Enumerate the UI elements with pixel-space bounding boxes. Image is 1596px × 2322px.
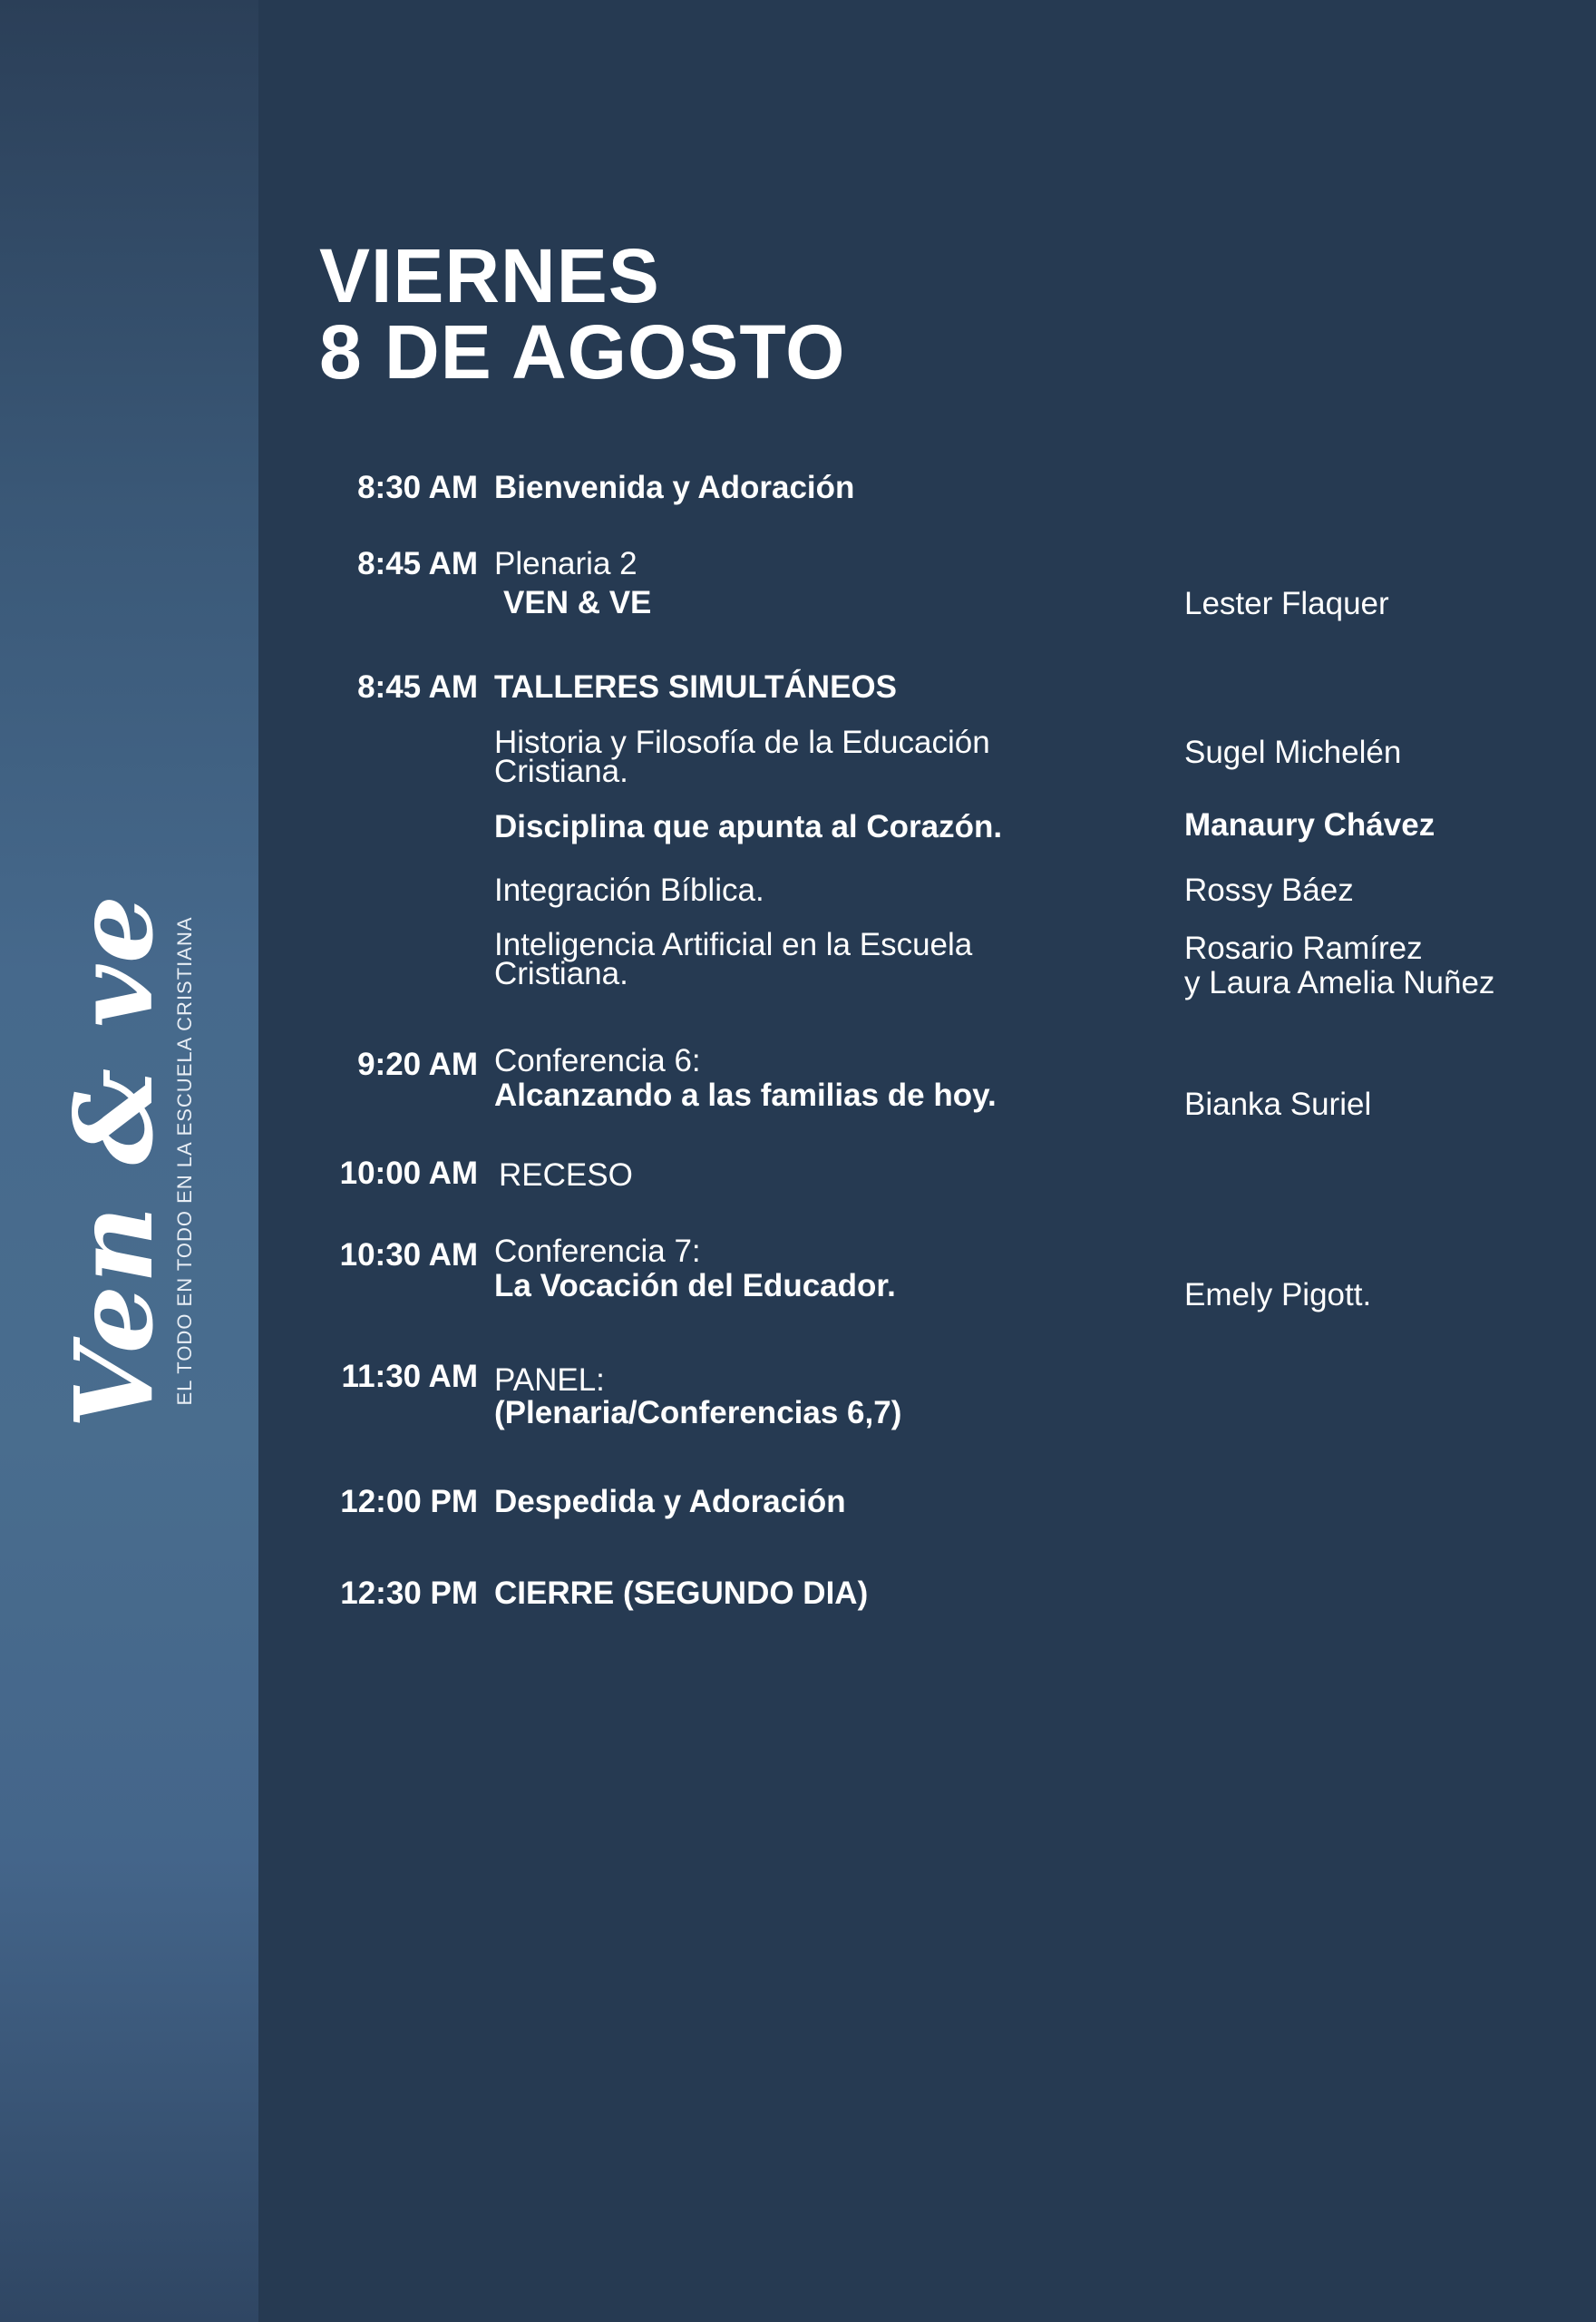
- event-title: CIERRE (SEGUNDO DIA): [494, 1576, 869, 1611]
- speaker-name: Bianka Suriel: [1184, 1087, 1372, 1122]
- time-label: 9:20 AM: [357, 1047, 478, 1082]
- speaker-name: Rossy Báez: [1184, 873, 1354, 908]
- speaker-name: Emely Pigott.: [1184, 1277, 1372, 1312]
- event-kind: Conferencia 7:: [494, 1234, 701, 1269]
- speaker-name: Manaury Chávez: [1184, 807, 1435, 843]
- page-title: [319, 233, 846, 395]
- workshop-title-line1: Historia y Filosofía de la Educación: [494, 725, 990, 760]
- title-day: VIERNES: [319, 233, 660, 318]
- workshop-title-line2: Cristiana.: [494, 956, 628, 991]
- time-label: 10:30 AM: [339, 1237, 478, 1273]
- event-title: Bienvenida y Adoración: [494, 470, 855, 505]
- time-label: 8:30 AM: [357, 470, 478, 505]
- workshop-title: Integración Bíblica.: [494, 873, 764, 908]
- event-kind: PANEL:: [494, 1362, 605, 1398]
- workshop-title-line1: Inteligencia Artificial en la Escuela: [494, 927, 973, 962]
- event-title: Alcanzando a las familias de hoy.: [494, 1078, 997, 1113]
- time-label: 12:00 PM: [340, 1484, 478, 1519]
- event-title: (Plenaria/Conferencias 6,7): [494, 1395, 902, 1430]
- sidebar-banner: [0, 0, 258, 2322]
- time-label: 12:30 PM: [340, 1576, 478, 1611]
- event-title: TALLERES SIMULTÁNEOS: [494, 669, 897, 705]
- speaker-name-line2: y Laura Amelia Nuñez: [1184, 965, 1495, 1000]
- event-title: Despedida y Adoración: [494, 1484, 846, 1519]
- brand-block: [51, 893, 197, 1429]
- event-logo: Ven & ve: [51, 893, 177, 1429]
- time-label: 8:45 AM: [357, 669, 478, 705]
- title-date: 8 DE AGOSTO: [319, 309, 846, 395]
- event-kind: Conferencia 6:: [494, 1043, 701, 1078]
- event-title: VEN & VE: [503, 585, 652, 620]
- event-title: La Vocación del Educador.: [494, 1268, 896, 1303]
- workshop-title: Disciplina que apunta al Corazón.: [494, 809, 1003, 844]
- speaker-name: Sugel Michelén: [1184, 735, 1402, 770]
- workshop-title-line2: Cristiana.: [494, 754, 628, 789]
- event-tagline: EL TODO EN TODO EN LA ESCUELA CRISTIANA: [173, 916, 196, 1406]
- time-label: 8:45 AM: [357, 546, 478, 581]
- time-label: 10:00 AM: [339, 1156, 478, 1191]
- event-kind: Plenaria 2: [494, 546, 637, 581]
- speaker-name-line1: Rosario Ramírez: [1184, 931, 1423, 966]
- speaker-name: Lester Flaquer: [1184, 586, 1389, 621]
- event-title: RECESO: [499, 1157, 633, 1193]
- time-label: 11:30 AM: [341, 1359, 478, 1394]
